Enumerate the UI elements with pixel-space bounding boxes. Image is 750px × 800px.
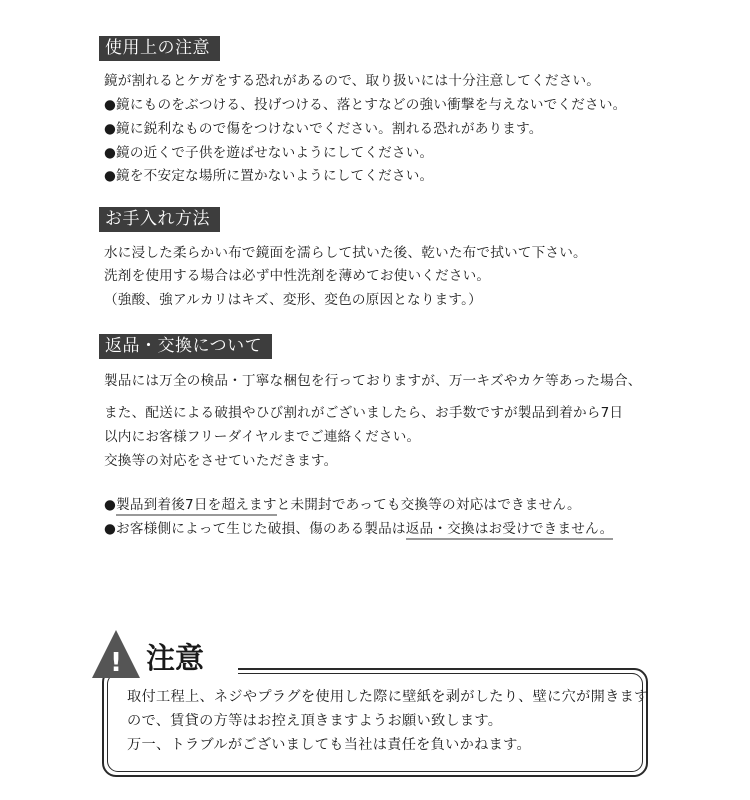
usage-line-4: ●鏡の近くで子供を遊ばせないようにしてください。 [104, 145, 434, 161]
care-line-1: 水に浸した柔らかい布で鏡面を濡らして拭いた後、乾いた布で拭いて下さい。 [104, 245, 587, 261]
returns-bullet-2 [104, 520, 613, 538]
returns-line-2: また、配送による破損やひび割れがございましたら、お手数ですが製品到着から7日 [104, 405, 624, 421]
usage-line-3: ●鏡に鋭利なもので傷をつけないでください。割れる恐れがあります。 [104, 121, 543, 137]
bullet-text: ●お客様側によって生じた破損、傷のある製品は [104, 521, 406, 537]
returns-bullet-1 [104, 496, 581, 514]
notice-line-1: 取付工程上、ネジやプラグを使用した際に壁紙を剥がしたり、壁に穴が開きます [127, 689, 649, 705]
usage-line-5: ●鏡を不安定な場所に置かないようにしてください。 [104, 168, 434, 184]
section-header-care: お手入れ方法 [99, 207, 220, 232]
returns-line-1: 製品には万全の検品・丁寧な梱包を行っておりますが、万一キズやカケ等あった場合、 [104, 373, 642, 389]
bullet-text: と未開封であっても交換等の対応はできません。 [276, 497, 581, 513]
usage-line-1: 鏡が割れるとケガをする恐れがあるので、取り扱いには十分注意してください。 [104, 73, 601, 89]
care-line-2: 洗剤を使用する場合は必ず中性洗剤を薄めてお使いください。 [104, 268, 491, 284]
warning-mark: ! [110, 648, 122, 678]
notice-title: 注意 [146, 641, 205, 675]
notice-line-2: ので、賃貸の方等はお控え頂きますようお願い致します。 [127, 713, 503, 729]
returns-line-4: 交換等の対応をさせていただきます。 [104, 453, 338, 469]
usage-line-2: ●鏡にものをぶつける、投げつける、落とすなどの強い衝撃を与えないでください。 [104, 97, 627, 113]
returns-line-3: 以内にお客様フリーダイヤルまでご連絡ください。 [104, 429, 421, 445]
warning-icon [90, 628, 142, 680]
bullet-mark: ● [104, 497, 117, 513]
section-header-usage-caution: 使用上の注意 [99, 36, 220, 61]
underlined-text: 返品・交換はお受けできません。 [406, 521, 614, 540]
section-header-returns: 返品・交換について [99, 334, 272, 359]
care-line-3: （強酸、強アルカリはキズ、変形、変色の原因となります。） [104, 292, 482, 308]
underlined-text: 製品到着後7日を超えます [116, 497, 277, 516]
notice-line-3: 万一、トラブルがございましても当社は責任を負いかねます。 [127, 737, 531, 753]
